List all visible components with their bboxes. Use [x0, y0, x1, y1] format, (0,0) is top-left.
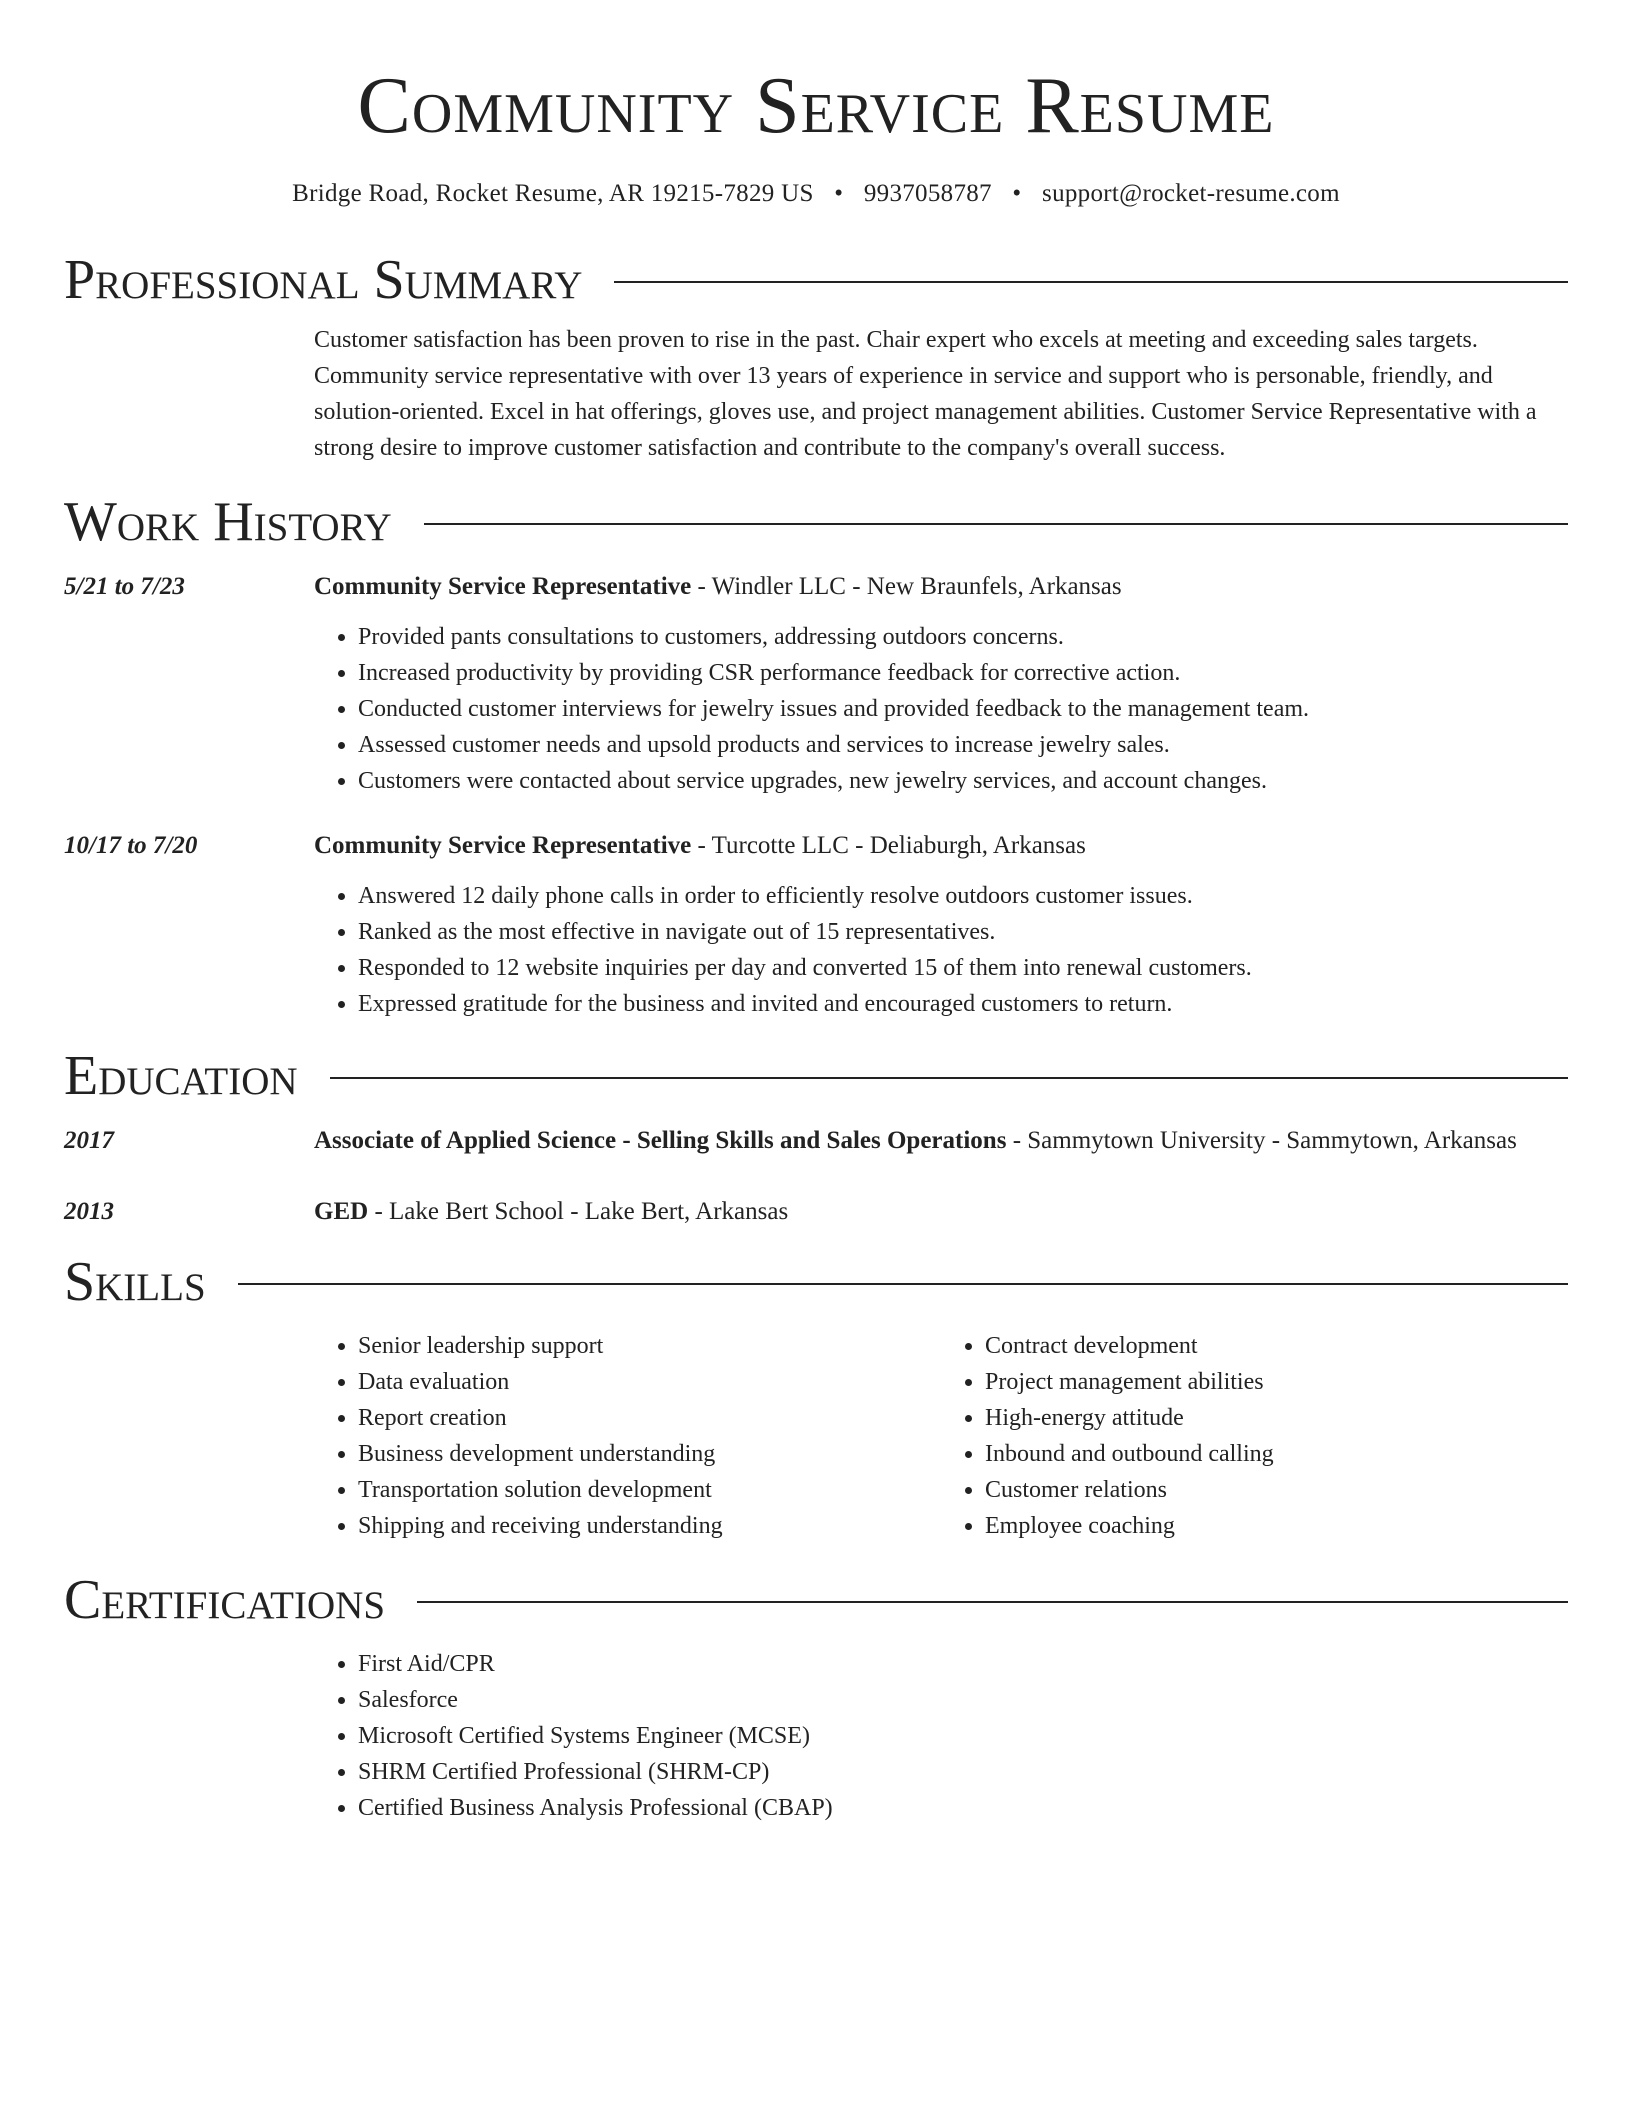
job-role: Community Service Representative	[314, 832, 692, 859]
job-heading	[314, 568, 1568, 605]
summary-text: Customer satisfaction has been proven to rise in the past. Chair expert who excels at meeting and exceeding sales targets. Community service representative with over 13 years of experience in service and support who is personable, friendly, and solution-oriented. Excel in hat offerings, gloves use, and project management abilities. Customer Service Representative with a strong desire to improve customer satisfaction and contribute to the company's overall success.	[314, 327, 1537, 461]
education-entry	[64, 1122, 1568, 1159]
list-item: • Transportation solution development	[358, 1472, 941, 1508]
section-title: Work History	[64, 491, 392, 553]
section-rule	[238, 1283, 1568, 1285]
job-details: - Turcotte LLC - Deliaburgh, Arkansas	[691, 832, 1086, 859]
job-details: - Windler LLC - New Braunfels, Arkansas	[691, 573, 1122, 600]
list-item: • High-energy attitude	[985, 1400, 1568, 1436]
certifications-list	[314, 1646, 1568, 1826]
job-content	[314, 568, 1568, 799]
list-item: • First Aid/CPR	[358, 1646, 1568, 1682]
list-item: • Microsoft Certified Systems Engineer (MCSE)	[358, 1718, 1568, 1754]
job-entry	[64, 568, 1568, 799]
contact-line	[64, 180, 1568, 208]
list-item: • Senior leadership support	[358, 1328, 941, 1364]
education-details: - Sammytown University - Sammytown, Arkansas	[1006, 1127, 1517, 1154]
section-rule	[330, 1077, 1568, 1079]
list-item: • Increased productivity by providing CSR performance feedback for corrective action.	[358, 655, 1568, 691]
section-title: Professional Summary	[64, 249, 583, 311]
education-date: 2013	[64, 1198, 114, 1225]
certifications-block	[314, 1646, 1568, 1826]
section-title: Certifications	[64, 1569, 386, 1631]
list-item: • Business development understanding	[358, 1436, 941, 1472]
list-item: • Data evaluation	[358, 1364, 941, 1400]
contact-separator: •	[1012, 180, 1022, 207]
section-title: Skills	[64, 1251, 206, 1313]
list-item: • Customers were contacted about service upgrades, new jewelry services, and account changes.	[358, 763, 1568, 799]
education-section-header	[64, 1044, 1568, 1108]
skills-list-right	[941, 1328, 1568, 1544]
list-item: • Ranked as the most effective in navigate out of 15 representatives.	[358, 914, 1568, 950]
list-item: • Report creation	[358, 1400, 941, 1436]
skills-list-left	[314, 1328, 941, 1544]
list-item: • Answered 12 daily phone calls in order to efficiently resolve outdoors customer issues.	[358, 878, 1568, 914]
job-bullets	[314, 878, 1568, 1022]
job-bullets	[314, 619, 1568, 799]
education-details: - Lake Bert School - Lake Bert, Arkansas	[368, 1198, 789, 1225]
list-item: • Conducted customer interviews for jewelry issues and provided feedback to the management team.	[358, 691, 1568, 727]
job-heading	[314, 827, 1568, 864]
list-item: • Assessed customer needs and upsold products and services to increase jewelry sales.	[358, 727, 1568, 763]
section-rule	[417, 1601, 1568, 1603]
skills-section-header	[64, 1250, 1568, 1314]
certifications-section-header	[64, 1568, 1568, 1632]
education-degree: GED	[314, 1198, 369, 1225]
section-rule	[614, 281, 1568, 283]
section-rule	[424, 523, 1568, 525]
contact-separator: •	[834, 180, 844, 207]
job-role: Community Service Representative	[314, 573, 692, 600]
education-date: 2017	[64, 1127, 114, 1154]
skills-grid	[314, 1328, 1568, 1544]
list-item: • Customer relations	[985, 1472, 1568, 1508]
job-date: 5/21 to 7/23	[64, 573, 185, 600]
list-item: • Provided pants consultations to customers, addressing outdoors concerns.	[358, 619, 1568, 655]
work-section-header	[64, 490, 1568, 554]
education-content	[314, 1193, 1568, 1230]
list-item: • Salesforce	[358, 1682, 1568, 1718]
section-title: Education	[64, 1045, 298, 1107]
list-item: • Inbound and outbound calling	[985, 1436, 1568, 1472]
list-item: • Contract development	[985, 1328, 1568, 1364]
resume-title: Community Service Resume	[357, 62, 1275, 150]
education-content	[314, 1122, 1568, 1159]
list-item: • Responded to 12 website inquiries per day and converted 15 of them into renewal customers.	[358, 950, 1568, 986]
list-item: • Shipping and receiving understanding	[358, 1508, 941, 1544]
list-item: • Employee coaching	[985, 1508, 1568, 1544]
contact-email: support@rocket-resume.com	[1042, 180, 1340, 207]
list-item: • SHRM Certified Professional (SHRM-CP)	[358, 1754, 1568, 1790]
education-degree: Associate of Applied Science - Selling Skills and Sales Operations	[314, 1127, 1007, 1154]
education-entry	[64, 1193, 1568, 1230]
list-item: • Expressed gratitude for the business and invited and encouraged customers to return.	[358, 986, 1568, 1022]
list-item: • Certified Business Analysis Professional (CBAP)	[358, 1790, 1568, 1826]
summary-section-header	[64, 248, 1568, 312]
list-item: • Project management abilities	[985, 1364, 1568, 1400]
contact-phone: 9937058787	[863, 180, 992, 207]
contact-address: Bridge Road, Rocket Resume, AR 19215-7829 US	[292, 180, 814, 207]
job-entry	[64, 827, 1568, 1022]
job-date: 10/17 to 7/20	[64, 832, 198, 859]
job-content	[314, 827, 1568, 1022]
